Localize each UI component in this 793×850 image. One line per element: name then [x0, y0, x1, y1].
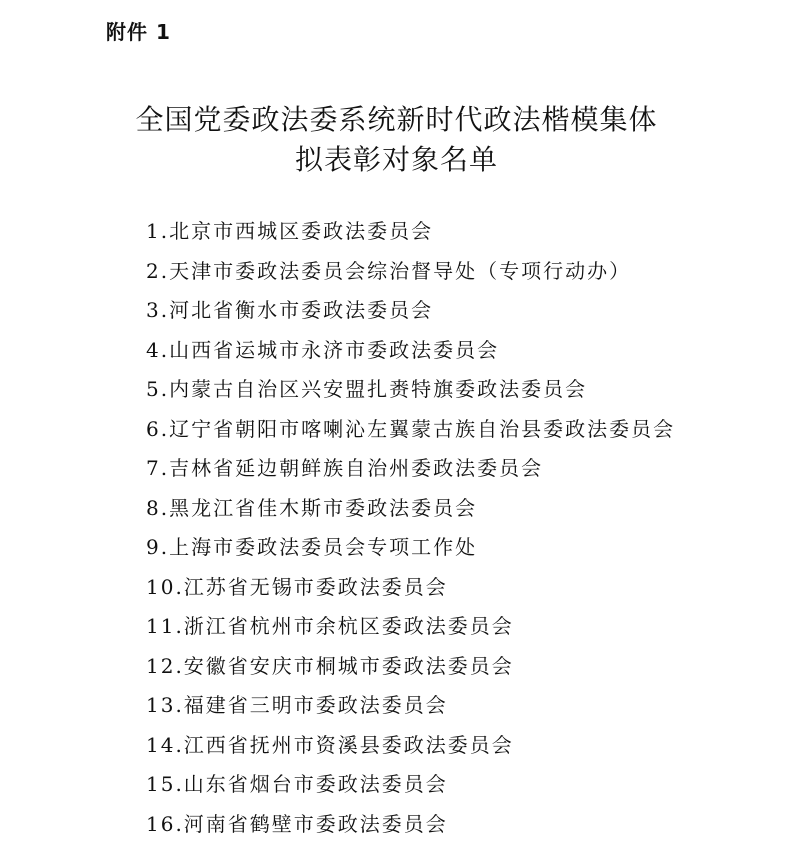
- title-line-1: 全国党委政法委系统新时代政法楷模集体: [135, 103, 658, 136]
- list-item: 5.内蒙古自治区兴安盟扎赉特旗委政法委员会: [146, 377, 588, 401]
- attachment-label: 附件 1: [106, 20, 171, 44]
- title-line-2: 拟表彰对象名单: [294, 143, 498, 176]
- list-item: 2.天津市委政法委员会综治督导处（专项行动办）: [146, 258, 632, 283]
- list-item: 10.江苏省无锡市委政法委员会: [146, 574, 448, 599]
- list-item: 13.福建省三明市委政法委员会: [146, 693, 448, 717]
- document-title: [0, 100, 793, 180]
- list-item: 7.吉林省延边朝鲜族自治州委政法委员会: [146, 456, 544, 480]
- list-item: 15.山东省烟台市委政法委员会: [146, 772, 448, 796]
- list-item: 3.河北省衡水市委政法委员会: [146, 298, 434, 322]
- list-item: 16.河南省鹤壁市委政法委员会: [146, 811, 448, 836]
- list-item: 11.浙江省杭州市余杭区委政法委员会: [146, 614, 514, 638]
- list-item: 6.辽宁省朝阳市喀喇沁左翼蒙古族自治县委政法委员会: [146, 416, 676, 441]
- list-item: 8.黑龙江省佳木斯市委政法委员会: [146, 495, 478, 520]
- list-item: 9.上海市委政法委员会专项工作处: [146, 535, 478, 559]
- list-item: 4.山西省运城市永济市委政法委员会: [146, 337, 500, 362]
- honoree-list: [146, 212, 786, 844]
- list-item: 14.江西省抚州市资溪县委政法委员会: [146, 732, 514, 757]
- list-item: 12.安徽省安庆市桐城市委政法委员会: [146, 653, 514, 678]
- list-item: 1.北京市西城区委政法委员会: [146, 219, 434, 243]
